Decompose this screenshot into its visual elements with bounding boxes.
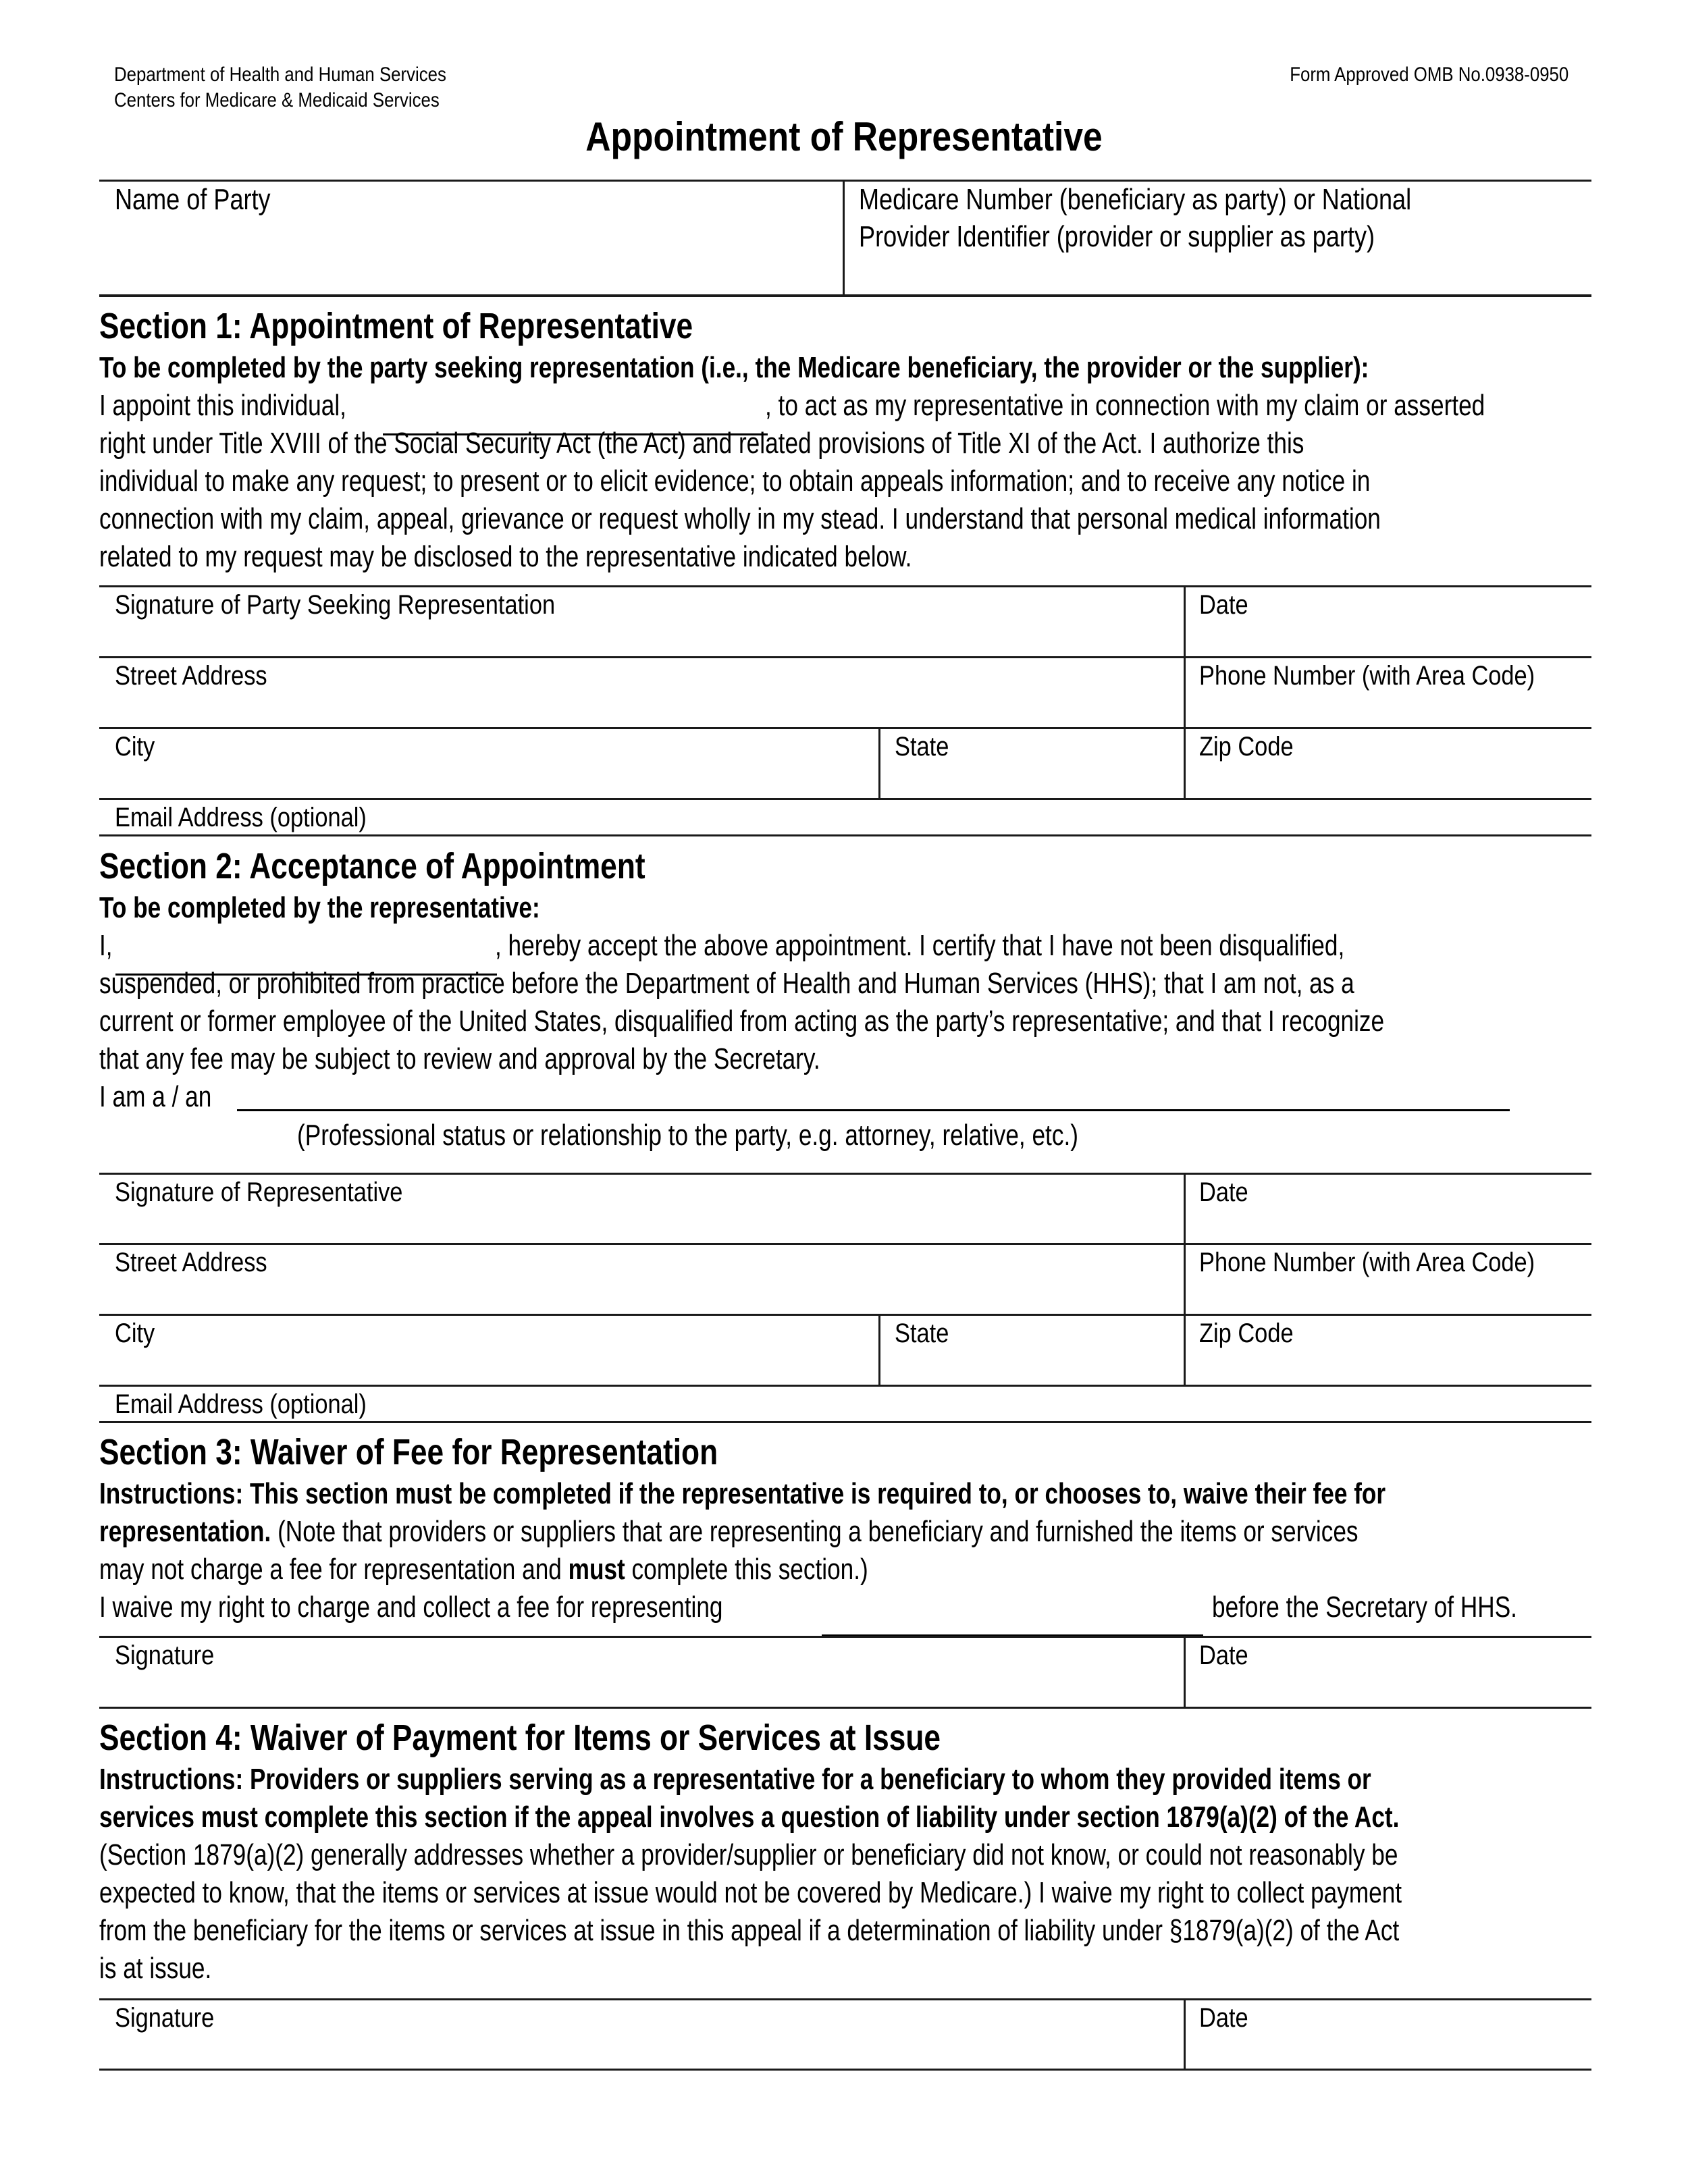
section4-text-3: (Section 1879(a)(2) generally addresses whether a provider/supplier or beneficiary did not know, or could not reasonably be bbox=[99, 1838, 1398, 1871]
divider bbox=[99, 2069, 1591, 2071]
s1-phone-label: Phone Number (with Area Code) bbox=[1199, 661, 1535, 691]
section3-instruction-1: Instructions: This section must be completed if the representative is required to, or chooses to, waive their fee for bbox=[99, 1477, 1386, 1510]
section2-instruction: To be completed by the representative: bbox=[99, 891, 540, 924]
s2-date-label: Date bbox=[1199, 1177, 1248, 1207]
s1-signature-label: Signature of Party Seeking Representation bbox=[115, 590, 556, 620]
s1-zip-label: Zip Code bbox=[1199, 732, 1294, 762]
name-of-party-label: Name of Party bbox=[115, 183, 271, 216]
medicare-number-field[interactable] bbox=[845, 182, 1591, 294]
section3-heading: Section 3: Waiver of Fee for Representation bbox=[99, 1432, 718, 1472]
medicare-number-label: Medicare Number (beneficiary as party) or National bbox=[859, 183, 1412, 216]
divider bbox=[99, 1707, 1591, 1709]
s2-zip-field[interactable] bbox=[1186, 1316, 1591, 1385]
s4-date-label: Date bbox=[1199, 2003, 1248, 2033]
s1-phone-field[interactable] bbox=[1186, 658, 1591, 727]
section1-text-4: connection with my claim, appeal, grievance or request wholly in my stead. I understand that personal medical information bbox=[99, 502, 1381, 535]
section3-waive-text-end: before the Secretary of HHS. bbox=[1212, 1591, 1517, 1624]
section2-text-2: suspended, or prohibited from practice before the Department of Health and Human Services (HHS); that I am not, as a bbox=[99, 967, 1354, 1000]
section1-text-1b: , to act as my representative in connection with my claim or asserted bbox=[765, 389, 1485, 422]
section2-text-3: current or former employee of the United States, disqualified from acting as the party’s representative; and that I recognize bbox=[99, 1005, 1385, 1038]
agency-name: Department of Health and Human Services bbox=[114, 63, 446, 86]
section2-heading: Section 2: Acceptance of Appointment bbox=[99, 846, 645, 886]
section3-instruction-3-bold: must bbox=[568, 1553, 625, 1586]
section3-instruction-2-bold: representation. bbox=[99, 1515, 271, 1548]
page-title: Appointment of Representative bbox=[585, 114, 1103, 159]
s2-signature-field[interactable] bbox=[99, 1175, 1184, 1243]
section2-text-4: that any fee may be subject to review and approval by the Secretary. bbox=[99, 1042, 820, 1075]
s1-city-field[interactable] bbox=[99, 729, 878, 798]
section4-text-6: is at issue. bbox=[99, 1952, 212, 1985]
medicare-number-label-2: Provider Identifier (provider or supplier as party) bbox=[859, 220, 1375, 253]
section3-instruction-2 bbox=[99, 1515, 1359, 1549]
s3-signature-label: Signature bbox=[115, 1641, 215, 1670]
s1-city-label: City bbox=[115, 732, 155, 762]
section3-instruction-2-rest: (Note that providers or suppliers that are representing a beneficiary and furnished the items or services bbox=[271, 1515, 1359, 1548]
section2-text-1b: , hereby accept the above appointment. I certify that I have not been disqualified, bbox=[495, 929, 1345, 962]
section3-waive-text: I waive my right to charge and collect a fee for representing bbox=[99, 1591, 723, 1624]
s3-signature-field[interactable] bbox=[99, 1638, 1184, 1707]
s3-date-field[interactable] bbox=[1186, 1638, 1591, 1707]
section2-status-hint: (Professional status or relationship to the party, e.g. attorney, relative, etc.) bbox=[297, 1119, 1078, 1152]
s2-state-field[interactable] bbox=[880, 1316, 1184, 1385]
s1-zip-field[interactable] bbox=[1186, 729, 1591, 798]
professional-status-input[interactable] bbox=[237, 1109, 1510, 1111]
agency-subname: Centers for Medicare & Medicaid Services bbox=[114, 89, 440, 111]
s1-street-label: Street Address bbox=[115, 661, 267, 691]
s2-zip-label: Zip Code bbox=[1199, 1319, 1294, 1348]
s2-email-field[interactable] bbox=[99, 1387, 1591, 1421]
s1-email-label: Email Address (optional) bbox=[115, 803, 367, 832]
divider bbox=[99, 834, 1591, 836]
s2-city-field[interactable] bbox=[99, 1316, 878, 1385]
section1-text-5: related to my request may be disclosed to the representative indicated below. bbox=[99, 540, 912, 573]
s2-street-label: Street Address bbox=[115, 1248, 267, 1277]
s2-street-field[interactable] bbox=[99, 1245, 1184, 1314]
s4-date-field[interactable] bbox=[1186, 2000, 1591, 2069]
section4-text-5: from the beneficiary for the items or services at issue in this appeal if a determination of liability under §1879(a)(2) of the Act bbox=[99, 1914, 1400, 1947]
section2-status-label: I am a / an bbox=[99, 1080, 212, 1113]
section1-text-1a: I appoint this individual, bbox=[99, 389, 346, 422]
s3-date-label: Date bbox=[1199, 1641, 1248, 1670]
s1-signature-field[interactable] bbox=[99, 587, 1184, 656]
section2-text-1a: I, bbox=[99, 929, 113, 962]
section3-instruction-3 bbox=[99, 1553, 868, 1587]
s1-state-label: State bbox=[895, 732, 949, 762]
section1-heading: Section 1: Appointment of Representative bbox=[99, 306, 693, 346]
s1-date-label: Date bbox=[1199, 590, 1248, 620]
section3-instruction-3-pre: may not charge a fee for representation and bbox=[99, 1553, 569, 1586]
section1-text-3: individual to make any request; to present or to elicit evidence; to obtain appeals information; and to receive any notice in bbox=[99, 464, 1371, 498]
s1-email-field[interactable] bbox=[99, 800, 1591, 834]
section4-heading: Section 4: Waiver of Payment for Items or Services at Issue bbox=[99, 1717, 941, 1758]
section4-text-4: expected to know, that the items or services at issue would not be covered by Medicare.) I waive my right to collect payment bbox=[99, 1876, 1402, 1909]
divider bbox=[99, 1421, 1591, 1423]
s1-state-field[interactable] bbox=[880, 729, 1184, 798]
divider bbox=[99, 294, 1591, 297]
s4-signature-label: Signature bbox=[115, 2003, 215, 2033]
section1-text-2: right under Title XVIII of the Social Security Act (the Act) and related provisions of Title XI of the Act. I authorize this bbox=[99, 427, 1304, 460]
s1-street-field[interactable] bbox=[99, 658, 1184, 727]
section3-instruction-3-post: complete this section.) bbox=[625, 1553, 868, 1586]
name-of-party-field[interactable] bbox=[101, 182, 843, 294]
s2-state-label: State bbox=[895, 1319, 949, 1348]
section4-instruction-1: Instructions: Providers or suppliers serving as a representative for a beneficiary to whom they provided items or bbox=[99, 1763, 1371, 1796]
s2-signature-label: Signature of Representative bbox=[115, 1177, 403, 1207]
omb-number: Form Approved OMB No.0938-0950 bbox=[1289, 63, 1568, 86]
s2-date-field[interactable] bbox=[1186, 1175, 1591, 1243]
section4-instruction-2: services must complete this section if the appeal involves a question of liability under section 1879(a)(2) of the Act. bbox=[99, 1801, 1400, 1834]
s2-phone-label: Phone Number (with Area Code) bbox=[1199, 1248, 1535, 1277]
s4-signature-field[interactable] bbox=[99, 2000, 1184, 2069]
s2-city-label: City bbox=[115, 1319, 155, 1348]
s2-email-label: Email Address (optional) bbox=[115, 1389, 367, 1419]
s2-phone-field[interactable] bbox=[1186, 1245, 1591, 1314]
s1-date-field[interactable] bbox=[1186, 587, 1591, 656]
section1-instruction: To be completed by the party seeking representation (i.e., the Medicare beneficiary, the provider or the supplier): bbox=[99, 351, 1369, 384]
